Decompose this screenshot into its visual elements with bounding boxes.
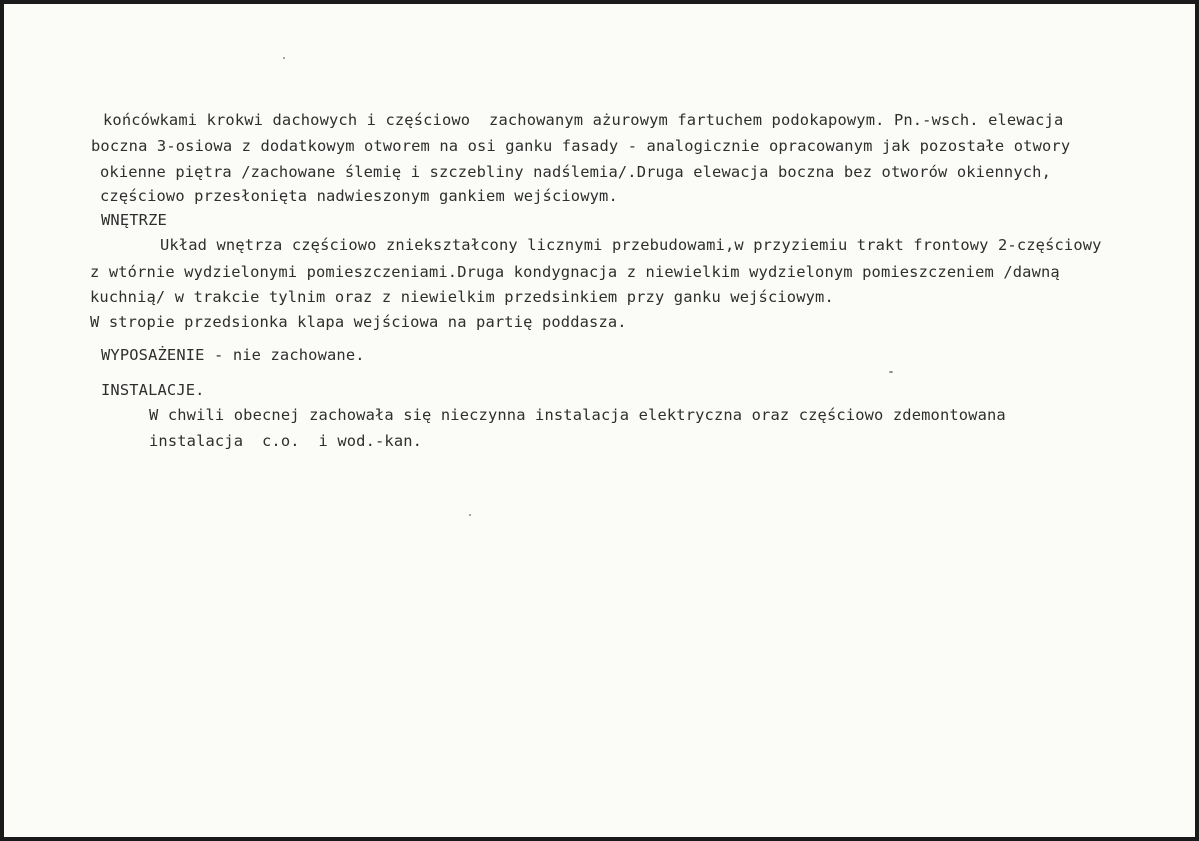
text-line: częściowo przesłonięta nadwieszonym gankiem wejściowym. — [100, 187, 618, 205]
paper-speck — [283, 57, 285, 59]
paper-speck — [889, 371, 893, 373]
text-line: okienne piętra /zachowane ślemię i szczebliny nadślemia/.Druga elewacja boczna bez otworów okiennych, — [100, 163, 1052, 181]
text-line: kuchnią/ w trakcie tylnim oraz z niewielkim przedsinkiem przy ganku wejściowym. — [90, 288, 834, 306]
section-heading-wnetrze: WNĘTRZE — [101, 211, 167, 229]
section-heading-instalacje: INSTALACJE. — [101, 381, 205, 399]
section-heading-wyposazenie: WYPOSAŻENIE - nie zachowane. — [101, 346, 365, 364]
document-page — [4, 4, 1195, 837]
text-line: Układ wnętrza częściowo zniekształcony licznymi przebudowami,w przyziemiu trakt frontowy 2-częściowy — [160, 236, 1102, 254]
text-line: instalacja c.o. i wod.-kan. — [149, 432, 423, 450]
text-line: boczna 3-osiowa z dodatkowym otworem na osi ganku fasady - analogicznie opracowanym jak pozostałe otwory — [91, 137, 1071, 155]
text-line: W stropie przedsionka klapa wejściowa na partię poddasza. — [90, 313, 627, 331]
text-line: W chwili obecnej zachowała się nieczynna instalacja elektryczna oraz częściowo zdemontowana — [149, 406, 1006, 424]
text-line: końcówkami krokwi dachowych i częściowo zachowanym ażurowym fartuchem podokapowym. Pn.-wsch. elewacja — [103, 111, 1064, 129]
paper-speck — [469, 514, 471, 516]
text-line: z wtórnie wydzielonymi pomieszczeniami.Druga kondygnacja z niewielkim wydzielonym pomieszczeniem /dawną — [90, 263, 1060, 281]
